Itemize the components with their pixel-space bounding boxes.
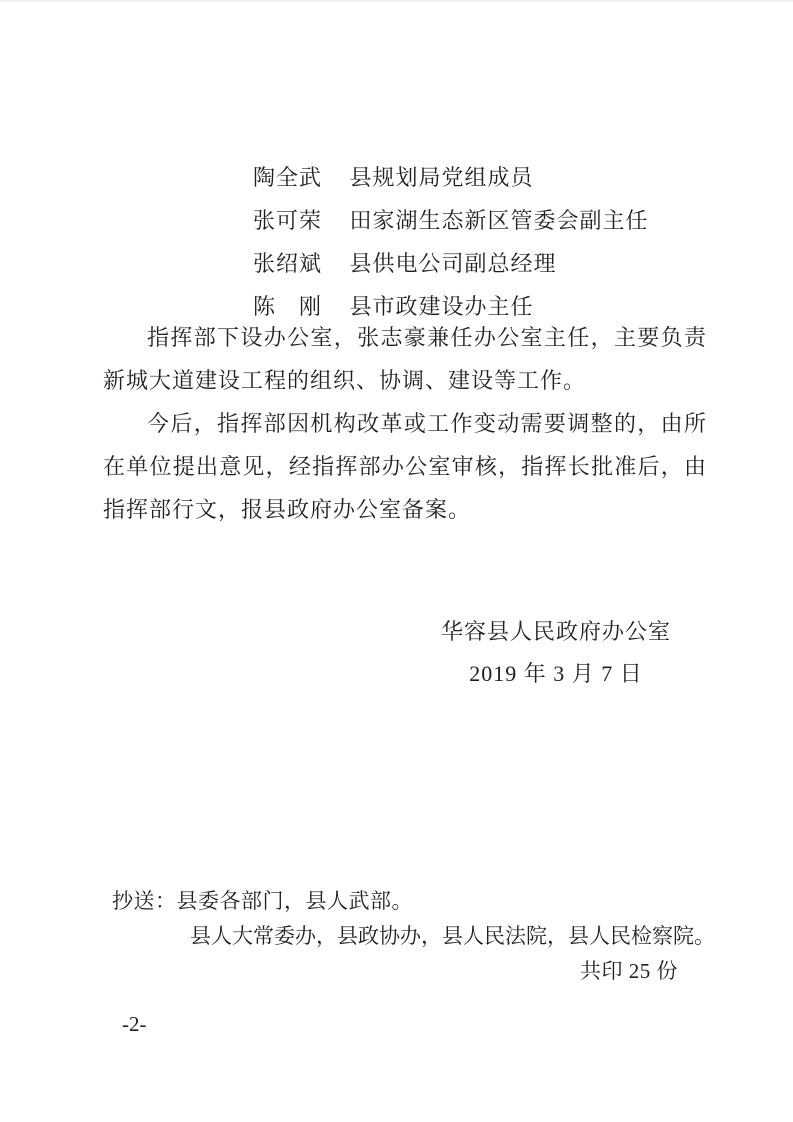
personnel-list — [253, 156, 649, 328]
scan-edge-artifact — [0, 0, 793, 2]
personnel-name: 张绍斌 — [253, 251, 323, 276]
personnel-row — [253, 156, 649, 199]
page-number: -2- — [122, 1012, 147, 1036]
cc-line-1 — [112, 884, 706, 919]
print-count: 共印 25 份 — [580, 959, 678, 983]
personnel-title: 县规划局党组成员 — [349, 165, 534, 190]
issuing-office: 华容县人民政府办公室 — [440, 619, 671, 644]
personnel-title: 县市政建设办主任 — [349, 294, 534, 319]
personnel-name: 陶全武 — [253, 165, 323, 190]
personnel-name: 张可荣 — [253, 208, 323, 233]
signature-block — [440, 611, 672, 695]
body-paragraph-office-setup: 指挥部下设办公室，张志豪兼任办公室主任，主要负责新城大道建设工程的组织、协调、建设等工作。 — [103, 325, 707, 393]
body-paragraph-adjustment-procedure: 今后，指挥部因机构改革或工作变动需要调整的，由所在单位提出意见，经指挥部办公室审核，指挥长批准后，由指挥部行文，报县政府办公室备案。 — [103, 411, 707, 522]
issue-date: 2019 年 3 月 7 日 — [469, 661, 643, 686]
cc-label: 抄送： — [112, 889, 177, 913]
personnel-row — [253, 199, 649, 242]
personnel-title: 县供电公司副总经理 — [349, 251, 557, 276]
cc-recipients-1: 县委各部门，县人武部。 — [176, 889, 413, 913]
cc-block — [112, 884, 715, 989]
personnel-row — [253, 242, 649, 285]
personnel-name: 陈 刚 — [253, 294, 323, 319]
personnel-title: 田家湖生态新区管委会副主任 — [349, 208, 649, 233]
cc-recipients-2: 县人大常委办，县政协办，县人民法院，县人民检察院。 — [190, 924, 715, 948]
